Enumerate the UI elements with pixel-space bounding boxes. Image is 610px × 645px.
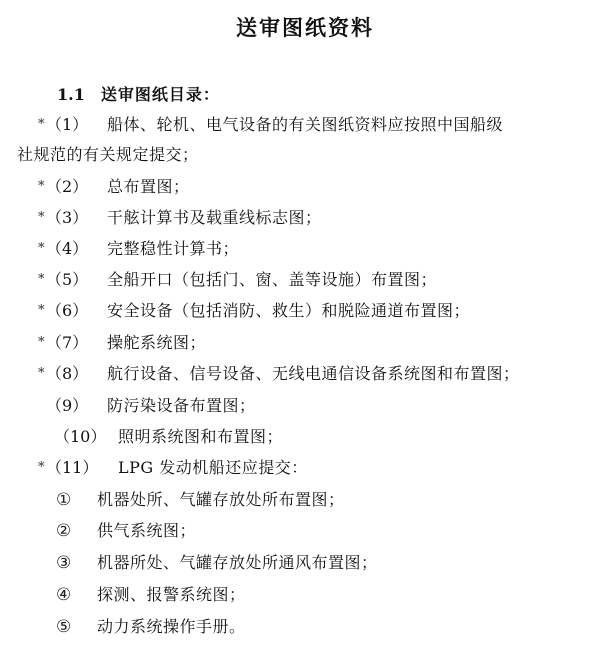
circled-number-3: ③ [56,553,72,573]
item-text: 操舵系统图； [107,333,207,352]
required-star-marker: * [38,460,45,475]
item-text: 完整稳性计算书； [107,239,240,258]
required-star-marker: * [38,303,45,318]
document-title: 送审图纸资料 [236,16,374,40]
required-star-marker: * [38,335,45,350]
item-number: （1） [46,115,89,134]
item-number: （2） [46,177,89,196]
item-text: 全船开口（包括门、窗、盖等设施）布置图； [107,270,438,289]
item-continuation-text: 社规范的有关规定提交； [17,145,199,164]
sub-item-text: 动力系统操作手册。 [97,617,246,636]
item-number: （7） [46,333,89,352]
item-text: 干舷计算书及载重线标志图； [107,208,322,227]
required-star-marker: * [38,210,45,225]
section-number: 1.1 [57,85,85,104]
item-number: （9） [46,396,89,415]
circled-number-4: ④ [56,585,72,605]
item-text: 防污染设备布置图； [107,396,256,415]
item-number: （6） [46,301,89,320]
required-star-marker: * [38,117,45,132]
item-text: 安全设备（包括消防、救生）和脱险通道布置图； [107,301,471,320]
required-star-marker: * [38,241,45,256]
item-number: （10） [54,427,107,446]
item-text: LPG 发动机船还应提交： [118,458,308,477]
required-star-marker: * [38,179,45,194]
sub-item-text: 机器所处、气罐存放处所通风布置图； [97,553,378,572]
item-text: 总布置图； [107,177,190,196]
section-heading [57,82,220,105]
circled-number-1: ① [56,490,72,510]
required-star-marker: * [38,366,45,381]
sub-item-text: 供气系统图； [97,521,197,540]
required-star-marker: * [38,272,45,287]
circled-number-5: ⑤ [56,617,72,637]
sub-item-text: 机器处所、气罐存放处所布置图； [97,490,345,509]
circled-number-2: ② [56,521,72,541]
section-heading-text: 送审图纸目录： [100,85,220,104]
item-text: 船体、轮机、电气设备的有关图纸资料应按照中国船级 [107,115,504,134]
item-number: （11） [46,458,99,477]
item-text: 照明系统图和布置图； [118,427,284,446]
item-number: （5） [46,270,89,289]
item-number: （4） [46,239,89,258]
item-number: （8） [46,364,89,383]
sub-item-text: 探测、报警系统图； [97,585,246,604]
item-text: 航行设备、信号设备、无线电通信设备系统图和布置图； [107,364,520,383]
item-number: （3） [46,208,89,227]
